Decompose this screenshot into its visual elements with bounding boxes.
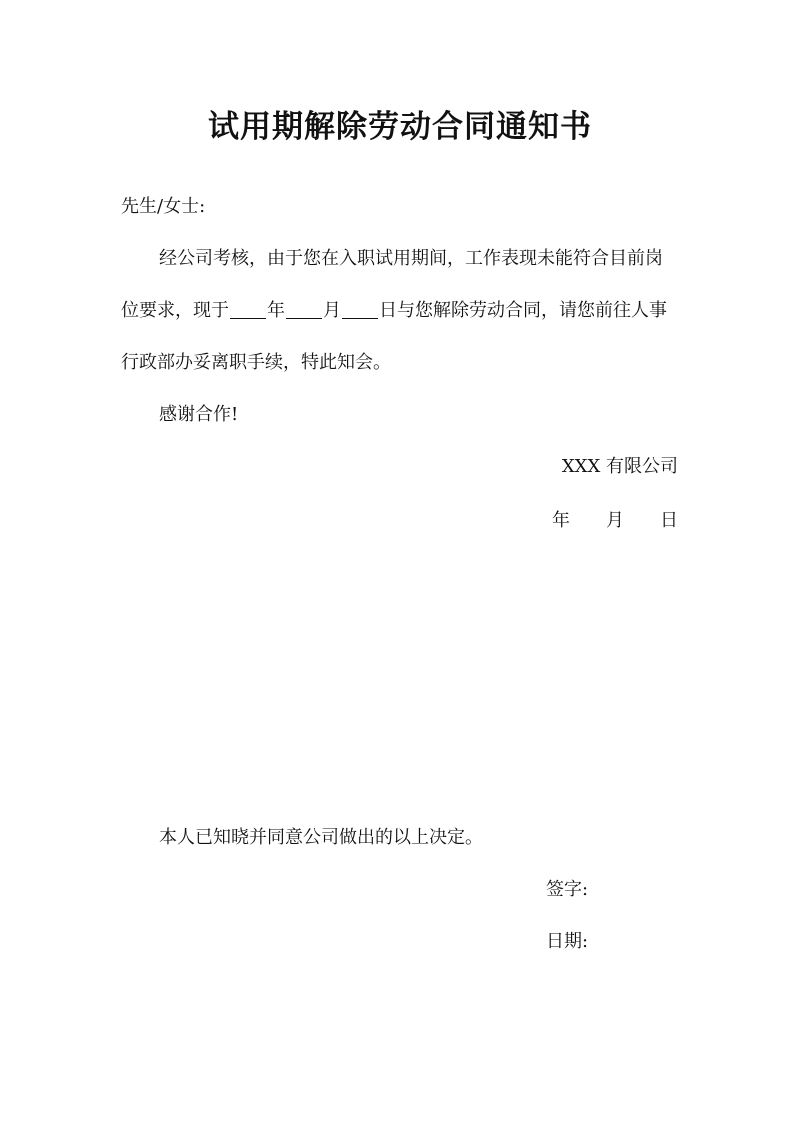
month-label: 月 [323,300,341,321]
issue-date-month: 月 [606,510,624,531]
paragraph-line-2 [121,297,667,325]
signature-label: 签字: [546,879,589,900]
salutation: 先生/女士: [121,196,206,217]
acknowledgement-line: 本人已知晓并同意公司做出的以上决定。 [159,827,483,848]
issue-date-year: 年 [552,510,570,531]
thanks-line: 感谢合作! [159,404,239,425]
company-name: XXX 有限公司 [561,456,678,477]
year-blank [230,298,266,319]
sign-date-label: 日期: [546,931,589,952]
year-label: 年 [267,300,285,321]
paragraph-line-2-end: 日与您解除劳动合同，请您前往人事 [379,300,667,321]
issue-date [552,507,678,535]
paragraph-line-2-start: 位要求，现于 [121,300,229,321]
paragraph-line-3: 行政部办妥离职手续，特此知会。 [121,352,391,373]
month-blank [286,298,322,319]
day-blank [342,298,378,319]
issue-date-day: 日 [660,510,678,531]
document-title: 试用期解除劳动合同通知书 [208,109,592,145]
paragraph-line-1: 经公司考核，由于您在入职试用期间，工作表现未能符合目前岗 [159,248,663,269]
